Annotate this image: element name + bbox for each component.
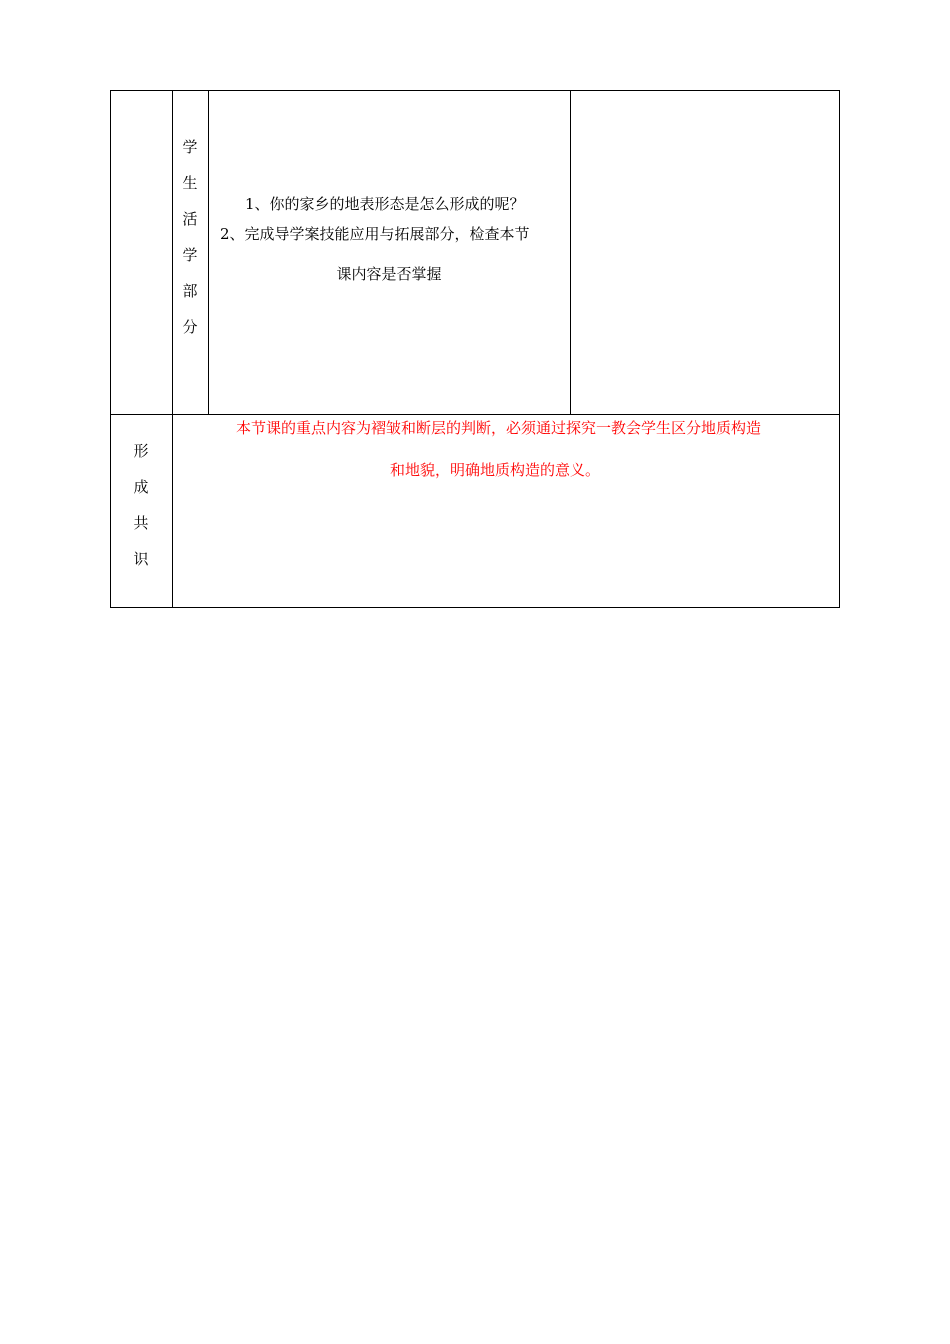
consensus-label <box>132 442 150 568</box>
student-activity-char: 分 <box>182 318 198 336</box>
student-activity-char: 部 <box>182 282 198 300</box>
consensus-text <box>174 418 840 480</box>
row-divider <box>110 414 840 415</box>
task-line: 1、你的家乡的地表形态是怎么形成的呢？ <box>245 195 525 213</box>
task-line: 课内容是否掌握 <box>336 265 442 283</box>
empty-right-cell <box>571 91 839 414</box>
student-activity-char: 学 <box>182 246 198 264</box>
lesson-table <box>110 90 840 608</box>
table-right-border <box>839 90 840 608</box>
consensus-char: 成 <box>133 478 149 496</box>
consensus-line: 本节课的重点内容为褶皱和断层的判断，必须通过探究一教会学生区分地质构造 <box>236 419 762 437</box>
student-activity-char: 生 <box>182 174 198 192</box>
consensus-char: 形 <box>133 442 149 460</box>
table-bottom-border <box>110 607 840 608</box>
consensus-char: 识 <box>133 550 149 568</box>
consensus-line: 和地貌，明确地质构造的意义。 <box>390 461 601 479</box>
first-column-divider <box>172 90 173 608</box>
second-column-divider <box>208 90 209 415</box>
table-left-border <box>110 90 111 608</box>
student-activity-char: 活 <box>182 210 198 228</box>
student-activity-char: 学 <box>182 138 198 156</box>
student-activity-tasks <box>210 194 568 284</box>
consensus-char: 共 <box>133 514 149 532</box>
task-line: 2、完成导学案技能应用与拓展部分，检查本节 <box>220 225 530 243</box>
student-activity-label <box>182 138 198 336</box>
